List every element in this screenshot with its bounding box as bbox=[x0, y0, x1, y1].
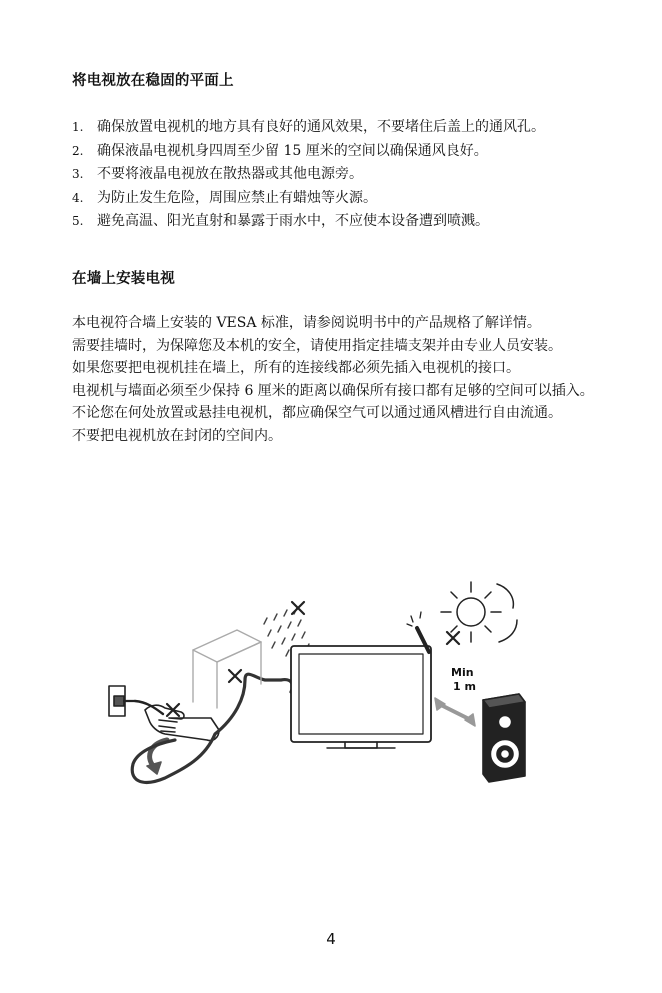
paragraph: 如果您要把电视机挂在墙上，所有的连接线都必须先插入电视机的接口。 bbox=[72, 360, 520, 377]
paragraph: 需要挂墙时，为保障您及本机的安全，请使用指定挂墙支架并由专业人员安装。 bbox=[72, 337, 562, 354]
list-item bbox=[72, 163, 594, 187]
list-item-text: 为防止发生危险，周围应禁止有蜡烛等火源。 bbox=[97, 189, 377, 206]
paragraph: 不要把电视机放在封闭的空间内。 bbox=[72, 427, 282, 444]
list-item-number: 3. bbox=[72, 167, 84, 181]
paragraph: 不论您在何处放置或悬挂电视机，都应确保空气可以通过通风槽进行自由流通。 bbox=[72, 405, 562, 422]
sun-icon bbox=[441, 582, 517, 642]
list-item-number: 4. bbox=[72, 190, 84, 205]
list-item bbox=[72, 116, 594, 140]
tv-placement-illustration bbox=[95, 568, 535, 793]
section-heading-placement: 将电视放在稳固的平面上 bbox=[72, 73, 234, 89]
list-item bbox=[72, 140, 594, 164]
tv-icon bbox=[291, 646, 431, 748]
plug-icon bbox=[109, 686, 135, 716]
list-item bbox=[72, 187, 594, 211]
list-item bbox=[72, 210, 594, 234]
list-item-number: 1. bbox=[72, 120, 84, 134]
list-item-number: 5. bbox=[72, 214, 84, 228]
wall-mount-paragraphs bbox=[72, 312, 594, 448]
list-item-text: 不要将液晶电视放在散热器或其他电源旁。 bbox=[97, 166, 363, 182]
placement-instructions-list bbox=[72, 116, 594, 234]
section-heading-wall-mount: 在墙上安装电视 bbox=[72, 271, 175, 287]
page-number: 4 bbox=[326, 930, 336, 948]
list-item-text: 确保放置电视机的地方具有良好的通风效果，不要堵住后盖上的通风孔。 bbox=[97, 119, 545, 135]
paragraph: 电视机与墙面必须至少保持 6 厘米的距离以确保所有接口都有足够的空间可以插入。 bbox=[72, 382, 594, 399]
min-distance-value: 1 m bbox=[453, 680, 476, 693]
speaker-icon bbox=[483, 694, 525, 782]
paragraph: 本电视符合墙上安装的 VESA 标准，请参阅说明书中的产品规格了解详情。 bbox=[72, 315, 541, 331]
min-distance-label: Min bbox=[451, 666, 474, 679]
table-icon bbox=[193, 630, 261, 708]
list-item-text: 避免高温、阳光直射和暴露于雨水中，不应使本设备遭到喷溅。 bbox=[97, 213, 489, 229]
list-item-number: 2. bbox=[72, 143, 84, 158]
distance-arrow-icon bbox=[439, 704, 471, 720]
list-item-text: 确保液晶电视机身四周至少留 15 厘米的空间以确保通风良好。 bbox=[97, 142, 488, 159]
